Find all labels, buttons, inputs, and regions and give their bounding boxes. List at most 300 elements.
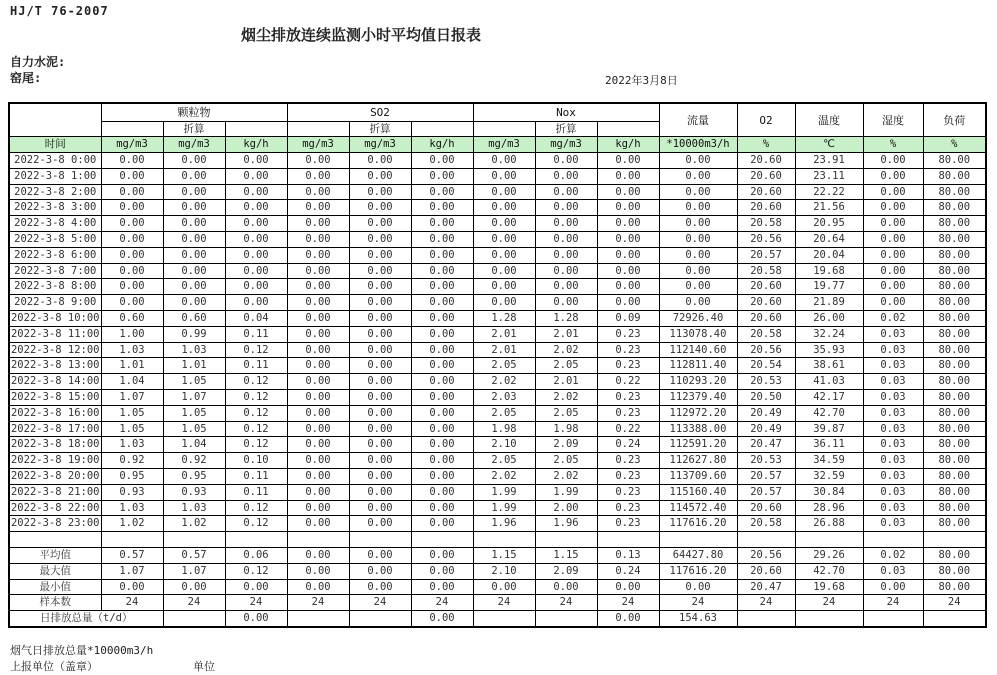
data-cell: 0.00 (863, 168, 923, 184)
time-cell: 2022-3-8 21:00 (9, 484, 101, 500)
data-cell: 0.03 (863, 405, 923, 421)
data-cell: 0.00 (863, 579, 923, 595)
data-cell: 0.00 (287, 247, 349, 263)
data-cell: 0.00 (597, 295, 659, 311)
data-cell: 0.11 (225, 358, 287, 374)
data-cell: 0.00 (287, 168, 349, 184)
data-cell: 0.00 (597, 216, 659, 232)
data-cell: 0.00 (101, 263, 163, 279)
data-cell: 0.03 (863, 374, 923, 390)
data-cell: 0.00 (411, 484, 473, 500)
unit-cell: ℃ (795, 137, 863, 153)
time-cell: 2022-3-8 5:00 (9, 231, 101, 247)
data-cell: 0.00 (411, 231, 473, 247)
data-cell: 0.12 (225, 374, 287, 390)
data-cell: 80.00 (923, 453, 986, 469)
data-cell: 1.03 (101, 437, 163, 453)
data-cell: 0.00 (349, 389, 411, 405)
data-cell: 20.49 (737, 405, 795, 421)
data-cell: 0.00 (411, 295, 473, 311)
data-cell: 0.00 (163, 295, 225, 311)
table-body (9, 153, 986, 627)
data-cell: 0.00 (473, 231, 535, 247)
data-cell: 1.07 (163, 389, 225, 405)
data-cell (349, 532, 411, 548)
data-cell: 0.12 (225, 342, 287, 358)
data-cell: 0.00 (163, 247, 225, 263)
hour-row (9, 405, 986, 421)
data-cell: 0.23 (597, 468, 659, 484)
data-cell: 1.07 (101, 389, 163, 405)
data-cell: 30.84 (795, 484, 863, 500)
data-cell: 1.28 (535, 310, 597, 326)
data-cell: 0.00 (287, 421, 349, 437)
data-cell: 80.00 (923, 279, 986, 295)
data-cell: 0.00 (411, 563, 473, 579)
data-cell: 0.00 (287, 453, 349, 469)
data-cell: 0.00 (411, 547, 473, 563)
data-cell: 0.03 (863, 389, 923, 405)
data-cell (411, 532, 473, 548)
summary-label-cell: 最大值 (9, 563, 101, 579)
data-cell: 0.00 (287, 295, 349, 311)
data-cell (737, 611, 795, 627)
data-cell: 0.00 (535, 184, 597, 200)
data-cell: 20.49 (737, 421, 795, 437)
unit-cell: mg/m3 (473, 137, 535, 153)
data-cell: 0.00 (659, 153, 737, 169)
data-cell: 2.00 (535, 500, 597, 516)
data-cell: 20.60 (737, 295, 795, 311)
data-cell: 0.95 (163, 468, 225, 484)
data-cell: 0.23 (597, 516, 659, 532)
data-cell: 0.00 (349, 342, 411, 358)
data-cell: 2.05 (535, 405, 597, 421)
data-cell: 0.00 (411, 516, 473, 532)
data-cell: 80.00 (923, 500, 986, 516)
data-cell: 0.11 (225, 484, 287, 500)
summary-label-cell: 最小值 (9, 579, 101, 595)
data-cell (163, 532, 225, 548)
nox-converted-label: 折算 (535, 122, 597, 137)
data-cell: 24 (737, 595, 795, 611)
data-cell: 0.00 (287, 216, 349, 232)
pm-sub-spacer (225, 122, 287, 137)
data-cell: 0.00 (349, 516, 411, 532)
data-cell: 2.05 (535, 453, 597, 469)
data-cell: 0.00 (349, 563, 411, 579)
data-cell: 0.00 (411, 184, 473, 200)
hour-row (9, 484, 986, 500)
daily-total-row (9, 611, 986, 627)
data-cell: 1.98 (535, 421, 597, 437)
data-cell: 0.00 (863, 263, 923, 279)
data-cell: 0.00 (349, 200, 411, 216)
data-cell: 0.60 (163, 310, 225, 326)
blank-row (9, 532, 986, 548)
data-cell: 42.70 (795, 563, 863, 579)
data-cell: 0.23 (597, 484, 659, 500)
time-cell: 2022-3-8 1:00 (9, 168, 101, 184)
data-cell: 0.00 (411, 247, 473, 263)
data-cell: 20.57 (737, 247, 795, 263)
data-cell: 0.12 (225, 437, 287, 453)
data-cell: 1.03 (163, 342, 225, 358)
data-cell: 20.56 (737, 547, 795, 563)
data-cell: 20.58 (737, 326, 795, 342)
time-cell: 2022-3-8 17:00 (9, 421, 101, 437)
data-cell: 0.00 (473, 263, 535, 279)
data-cell (287, 611, 349, 627)
col-header-pm: 颗粒物 (101, 103, 287, 122)
data-cell: 1.03 (101, 500, 163, 516)
data-cell: 0.00 (411, 421, 473, 437)
unit-label: 单位 (193, 660, 215, 673)
data-cell: 0.09 (597, 310, 659, 326)
data-cell: 0.95 (101, 468, 163, 484)
data-cell: 80.00 (923, 326, 986, 342)
data-cell: 80.00 (923, 437, 986, 453)
data-cell: 0.00 (411, 263, 473, 279)
data-cell: 0.11 (225, 468, 287, 484)
data-cell: 112627.80 (659, 453, 737, 469)
data-cell: 0.92 (101, 453, 163, 469)
unit-cell: mg/m3 (287, 137, 349, 153)
time-cell: 2022-3-8 20:00 (9, 468, 101, 484)
data-cell: 0.00 (101, 295, 163, 311)
pm-sub-spacer (101, 122, 163, 137)
data-cell: 80.00 (923, 547, 986, 563)
data-cell: 0.00 (597, 279, 659, 295)
data-cell: 20.60 (737, 153, 795, 169)
data-cell: 1.02 (101, 516, 163, 532)
data-cell: 0.00 (225, 579, 287, 595)
pm-converted-label: 折算 (163, 122, 225, 137)
data-cell: 0.00 (287, 484, 349, 500)
col-header-nox: Nox (473, 103, 659, 122)
data-cell: 0.03 (863, 516, 923, 532)
data-cell: 80.00 (923, 184, 986, 200)
data-cell: 0.00 (659, 216, 737, 232)
data-cell: 117616.20 (659, 516, 737, 532)
unit-cell: kg/h (411, 137, 473, 153)
data-cell: 0.00 (659, 184, 737, 200)
nox-sub-spacer (473, 122, 535, 137)
site-label: 窑尾: (10, 71, 42, 85)
time-cell: 2022-3-8 13:00 (9, 358, 101, 374)
data-cell: 0.00 (225, 263, 287, 279)
data-cell: 0.00 (101, 247, 163, 263)
unit-cell: *10000m3/h (659, 137, 737, 153)
data-cell: 0.00 (349, 358, 411, 374)
data-cell: 35.93 (795, 342, 863, 358)
data-cell: 80.00 (923, 295, 986, 311)
data-cell: 0.00 (473, 168, 535, 184)
data-cell: 0.00 (473, 153, 535, 169)
data-cell: 39.87 (795, 421, 863, 437)
unit-cell: mg/m3 (101, 137, 163, 153)
data-cell: 110293.20 (659, 374, 737, 390)
table-head (9, 103, 986, 153)
data-cell: 0.00 (411, 405, 473, 421)
data-cell: 0.00 (349, 468, 411, 484)
data-cell: 113709.60 (659, 468, 737, 484)
data-cell: 0.00 (411, 326, 473, 342)
data-cell: 24 (535, 595, 597, 611)
data-cell: 0.00 (287, 579, 349, 595)
daily-total-label: 日排放总量（t/d） (9, 611, 163, 627)
col-header-so2: SO2 (287, 103, 473, 122)
data-cell: 0.03 (863, 563, 923, 579)
col-header-load: 负荷 (923, 103, 986, 137)
data-cell: 0.00 (349, 216, 411, 232)
data-cell: 113388.00 (659, 421, 737, 437)
time-cell: 2022-3-8 0:00 (9, 153, 101, 169)
data-cell: 0.00 (287, 389, 349, 405)
data-cell: 0.00 (225, 184, 287, 200)
hour-row (9, 200, 986, 216)
hour-row (9, 437, 986, 453)
data-cell: 0.00 (349, 231, 411, 247)
data-cell: 0.00 (659, 295, 737, 311)
data-cell: 80.00 (923, 484, 986, 500)
data-cell: 0.92 (163, 453, 225, 469)
data-cell: 0.23 (597, 453, 659, 469)
header-row-groups (9, 103, 986, 122)
col-header-o2: O2 (737, 103, 795, 137)
data-cell: 80.00 (923, 263, 986, 279)
data-cell: 0.00 (225, 153, 287, 169)
data-cell: 1.07 (163, 563, 225, 579)
data-cell: 80.00 (923, 374, 986, 390)
data-cell: 0.00 (287, 153, 349, 169)
data-cell (535, 611, 597, 627)
data-cell (287, 532, 349, 548)
time-cell: 2022-3-8 4:00 (9, 216, 101, 232)
data-cell: 0.00 (287, 231, 349, 247)
data-cell: 0.00 (597, 611, 659, 627)
hour-row (9, 516, 986, 532)
data-cell: 20.64 (795, 231, 863, 247)
data-cell: 38.61 (795, 358, 863, 374)
data-cell: 24 (659, 595, 737, 611)
col-header-flow: 流量 (659, 103, 737, 137)
data-cell: 2.05 (473, 358, 535, 374)
data-cell: 0.00 (535, 579, 597, 595)
data-cell: 0.00 (101, 153, 163, 169)
data-cell: 20.54 (737, 358, 795, 374)
data-cell: 2.09 (535, 563, 597, 579)
so2-sub-spacer (287, 122, 349, 137)
data-cell: 112379.40 (659, 389, 737, 405)
data-cell (659, 532, 737, 548)
data-cell: 80.00 (923, 342, 986, 358)
data-cell: 80.00 (923, 579, 986, 595)
data-cell: 0.00 (597, 168, 659, 184)
unit-cell: % (863, 137, 923, 153)
data-cell: 24 (473, 595, 535, 611)
data-cell: 1.07 (101, 563, 163, 579)
data-cell: 1.04 (163, 437, 225, 453)
so2-sub-spacer (411, 122, 473, 137)
data-cell: 0.93 (163, 484, 225, 500)
data-cell: 0.02 (863, 310, 923, 326)
data-cell: 80.00 (923, 358, 986, 374)
data-cell: 0.00 (163, 153, 225, 169)
data-cell: 72926.40 (659, 310, 737, 326)
data-cell: 0.00 (349, 484, 411, 500)
data-cell: 0.00 (287, 184, 349, 200)
data-cell: 0.57 (101, 547, 163, 563)
data-cell: 0.00 (411, 611, 473, 627)
time-cell: 2022-3-8 23:00 (9, 516, 101, 532)
data-cell: 24 (225, 595, 287, 611)
unit-cell: mg/m3 (163, 137, 225, 153)
data-cell: 19.68 (795, 579, 863, 595)
time-header: 时间 (9, 137, 101, 153)
data-cell: 2.05 (473, 453, 535, 469)
data-cell: 19.68 (795, 263, 863, 279)
data-cell: 0.00 (659, 579, 737, 595)
unit-cell: kg/h (597, 137, 659, 153)
data-cell (163, 611, 225, 627)
data-cell: 0.00 (163, 231, 225, 247)
data-cell (225, 532, 287, 548)
hour-row (9, 295, 986, 311)
data-cell: 154.63 (659, 611, 737, 627)
data-cell: 0.00 (287, 326, 349, 342)
data-cell: 0.93 (101, 484, 163, 500)
time-cell: 2022-3-8 3:00 (9, 200, 101, 216)
data-cell: 20.95 (795, 216, 863, 232)
data-cell: 0.00 (287, 263, 349, 279)
data-cell: 0.00 (287, 342, 349, 358)
data-cell: 1.99 (535, 484, 597, 500)
data-cell: 117616.20 (659, 563, 737, 579)
data-cell: 0.00 (225, 295, 287, 311)
data-cell: 0.00 (163, 200, 225, 216)
data-cell: 0.00 (163, 579, 225, 595)
data-cell: 80.00 (923, 200, 986, 216)
data-cell: 0.00 (863, 279, 923, 295)
hour-row (9, 231, 986, 247)
time-cell: 2022-3-8 2:00 (9, 184, 101, 200)
data-cell: 2.02 (473, 468, 535, 484)
data-cell: 0.00 (473, 279, 535, 295)
data-cell: 0.00 (411, 437, 473, 453)
data-cell: 19.77 (795, 279, 863, 295)
so2-converted-label: 折算 (349, 122, 411, 137)
data-cell: 0.00 (535, 168, 597, 184)
data-cell: 0.00 (349, 153, 411, 169)
data-cell: 0.23 (597, 405, 659, 421)
data-cell: 0.00 (101, 231, 163, 247)
data-cell: 0.00 (163, 279, 225, 295)
data-cell: 20.60 (737, 500, 795, 516)
data-cell: 0.12 (225, 405, 287, 421)
data-cell: 80.00 (923, 310, 986, 326)
data-cell: 42.17 (795, 389, 863, 405)
data-cell: 0.00 (473, 216, 535, 232)
data-cell: 2.05 (535, 358, 597, 374)
data-cell: 2.09 (535, 437, 597, 453)
data-cell: 80.00 (923, 421, 986, 437)
data-cell: 0.00 (535, 263, 597, 279)
data-cell: 0.00 (287, 405, 349, 421)
data-cell: 0.60 (101, 310, 163, 326)
data-cell: 0.00 (349, 168, 411, 184)
summary-label-cell: 平均值 (9, 547, 101, 563)
data-cell: 0.00 (411, 500, 473, 516)
data-cell: 0.00 (349, 374, 411, 390)
data-cell: 1.15 (473, 547, 535, 563)
data-cell: 0.00 (597, 153, 659, 169)
data-cell: 0.12 (225, 516, 287, 532)
data-cell (795, 611, 863, 627)
hour-row (9, 153, 986, 169)
data-cell: 0.00 (535, 247, 597, 263)
data-cell: 2.03 (473, 389, 535, 405)
data-cell: 1.00 (101, 326, 163, 342)
data-cell: 20.58 (737, 263, 795, 279)
data-cell: 1.99 (473, 484, 535, 500)
data-cell: 0.00 (473, 184, 535, 200)
data-cell: 0.00 (535, 200, 597, 216)
data-cell: 0.00 (659, 263, 737, 279)
data-cell: 20.53 (737, 374, 795, 390)
data-cell (863, 532, 923, 548)
data-cell: 0.00 (287, 310, 349, 326)
unit-cell: % (737, 137, 795, 153)
data-cell: 0.00 (411, 200, 473, 216)
data-cell: 0.00 (411, 216, 473, 232)
data-cell: 0.00 (349, 405, 411, 421)
data-cell: 1.05 (163, 405, 225, 421)
report-table (8, 102, 987, 628)
data-cell: 1.03 (101, 342, 163, 358)
data-cell: 80.00 (923, 389, 986, 405)
data-cell: 26.00 (795, 310, 863, 326)
data-cell: 21.56 (795, 200, 863, 216)
standard-code: HJ/T 76-2007 (10, 4, 109, 18)
data-cell: 0.99 (163, 326, 225, 342)
data-cell: 1.05 (101, 421, 163, 437)
data-cell: 20.56 (737, 231, 795, 247)
time-header-spacer (9, 103, 101, 137)
data-cell: 0.00 (225, 216, 287, 232)
data-cell: 0.00 (349, 453, 411, 469)
flow-total-note: 烟气日排放总量*10000m3/h (10, 644, 154, 657)
time-cell: 2022-3-8 18:00 (9, 437, 101, 453)
data-cell: 80.00 (923, 563, 986, 579)
data-cell: 0.00 (597, 247, 659, 263)
hour-row (9, 342, 986, 358)
data-cell: 1.01 (163, 358, 225, 374)
data-cell: 0.00 (411, 168, 473, 184)
unit-cell: kg/h (225, 137, 287, 153)
data-cell: 112972.20 (659, 405, 737, 421)
data-cell: 0.03 (863, 453, 923, 469)
data-cell: 0.00 (101, 579, 163, 595)
data-cell: 0.00 (411, 310, 473, 326)
data-cell: 0.00 (163, 216, 225, 232)
data-cell: 2.10 (473, 437, 535, 453)
data-cell: 114572.40 (659, 500, 737, 516)
hour-row (9, 468, 986, 484)
hour-row (9, 263, 986, 279)
data-cell: 1.05 (163, 421, 225, 437)
data-cell: 0.00 (411, 358, 473, 374)
